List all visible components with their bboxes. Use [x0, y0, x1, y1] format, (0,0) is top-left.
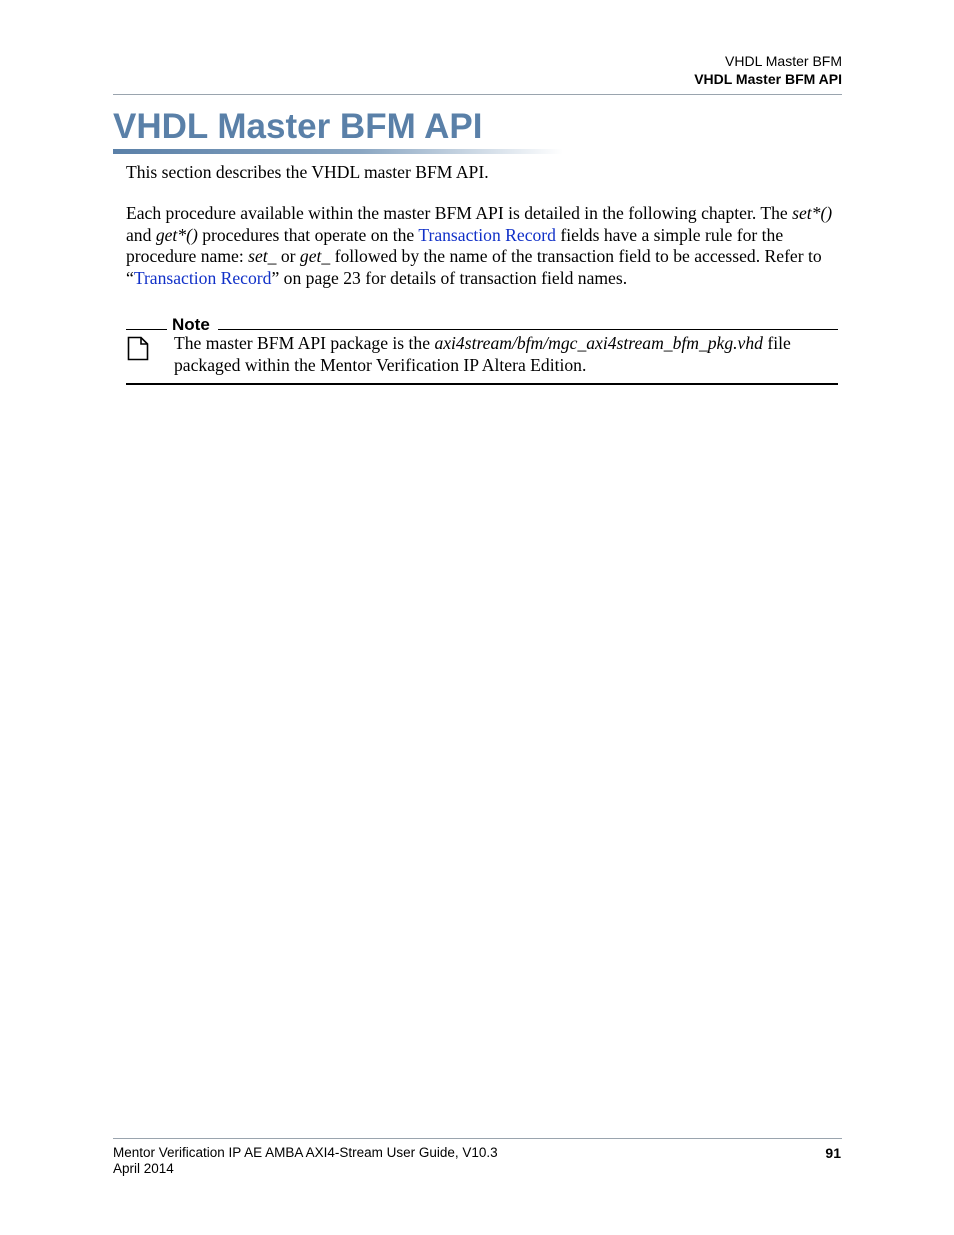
package-file-path: axi4stream/bfm/mgc_axi4stream_bfm_pkg.vhd: [434, 333, 763, 353]
set-function-name: set*(): [792, 203, 833, 223]
running-header-chapter: VHDL Master BFM: [725, 53, 842, 69]
note-top-rule-left: [126, 329, 167, 330]
transaction-record-reference-link[interactable]: Transaction Record: [133, 267, 272, 288]
footer-document-title: Mentor Verification IP AE AMBA AXI4-Stream User Guide, V10.3: [113, 1145, 498, 1160]
note-top-rule-right: [218, 329, 838, 330]
note-label: Note: [172, 315, 210, 334]
get-prefix: get_: [299, 246, 331, 266]
note-page-icon: [127, 336, 149, 361]
note-text: The master BFM API package is the axi4stream/bfm/mgc_axi4stream_bfm_pkg.vhd file packaged within the Mentor Verification IP Altera Edition.: [174, 333, 791, 375]
page-number: 91: [825, 1145, 841, 1161]
procedure-rule-paragraph: Each procedure available within the master BFM API is detailed in the following chapter. The set*() and get*() procedures that operate on the Transaction Record fields have a simple rule for the procedure name: set_ or get_ followed by the name of the transaction field to be accessed. Refer to “Transaction Record” on page 23 for details of transaction field names.: [126, 203, 833, 288]
note-bottom-rule: [126, 383, 838, 385]
set-prefix: set_: [248, 246, 277, 266]
footer-date: April 2014: [113, 1161, 174, 1176]
intro-paragraph: This section describes the VHDL master BFM API.: [126, 162, 489, 182]
header-rule: [113, 94, 842, 95]
transaction-record-link[interactable]: Transaction Record: [418, 224, 556, 245]
section-title: VHDL Master BFM API: [113, 107, 483, 146]
title-underline: [113, 149, 563, 154]
get-function-name: get*(): [155, 224, 198, 245]
running-header-section: VHDL Master BFM API: [694, 71, 842, 87]
footer-rule: [113, 1138, 842, 1139]
